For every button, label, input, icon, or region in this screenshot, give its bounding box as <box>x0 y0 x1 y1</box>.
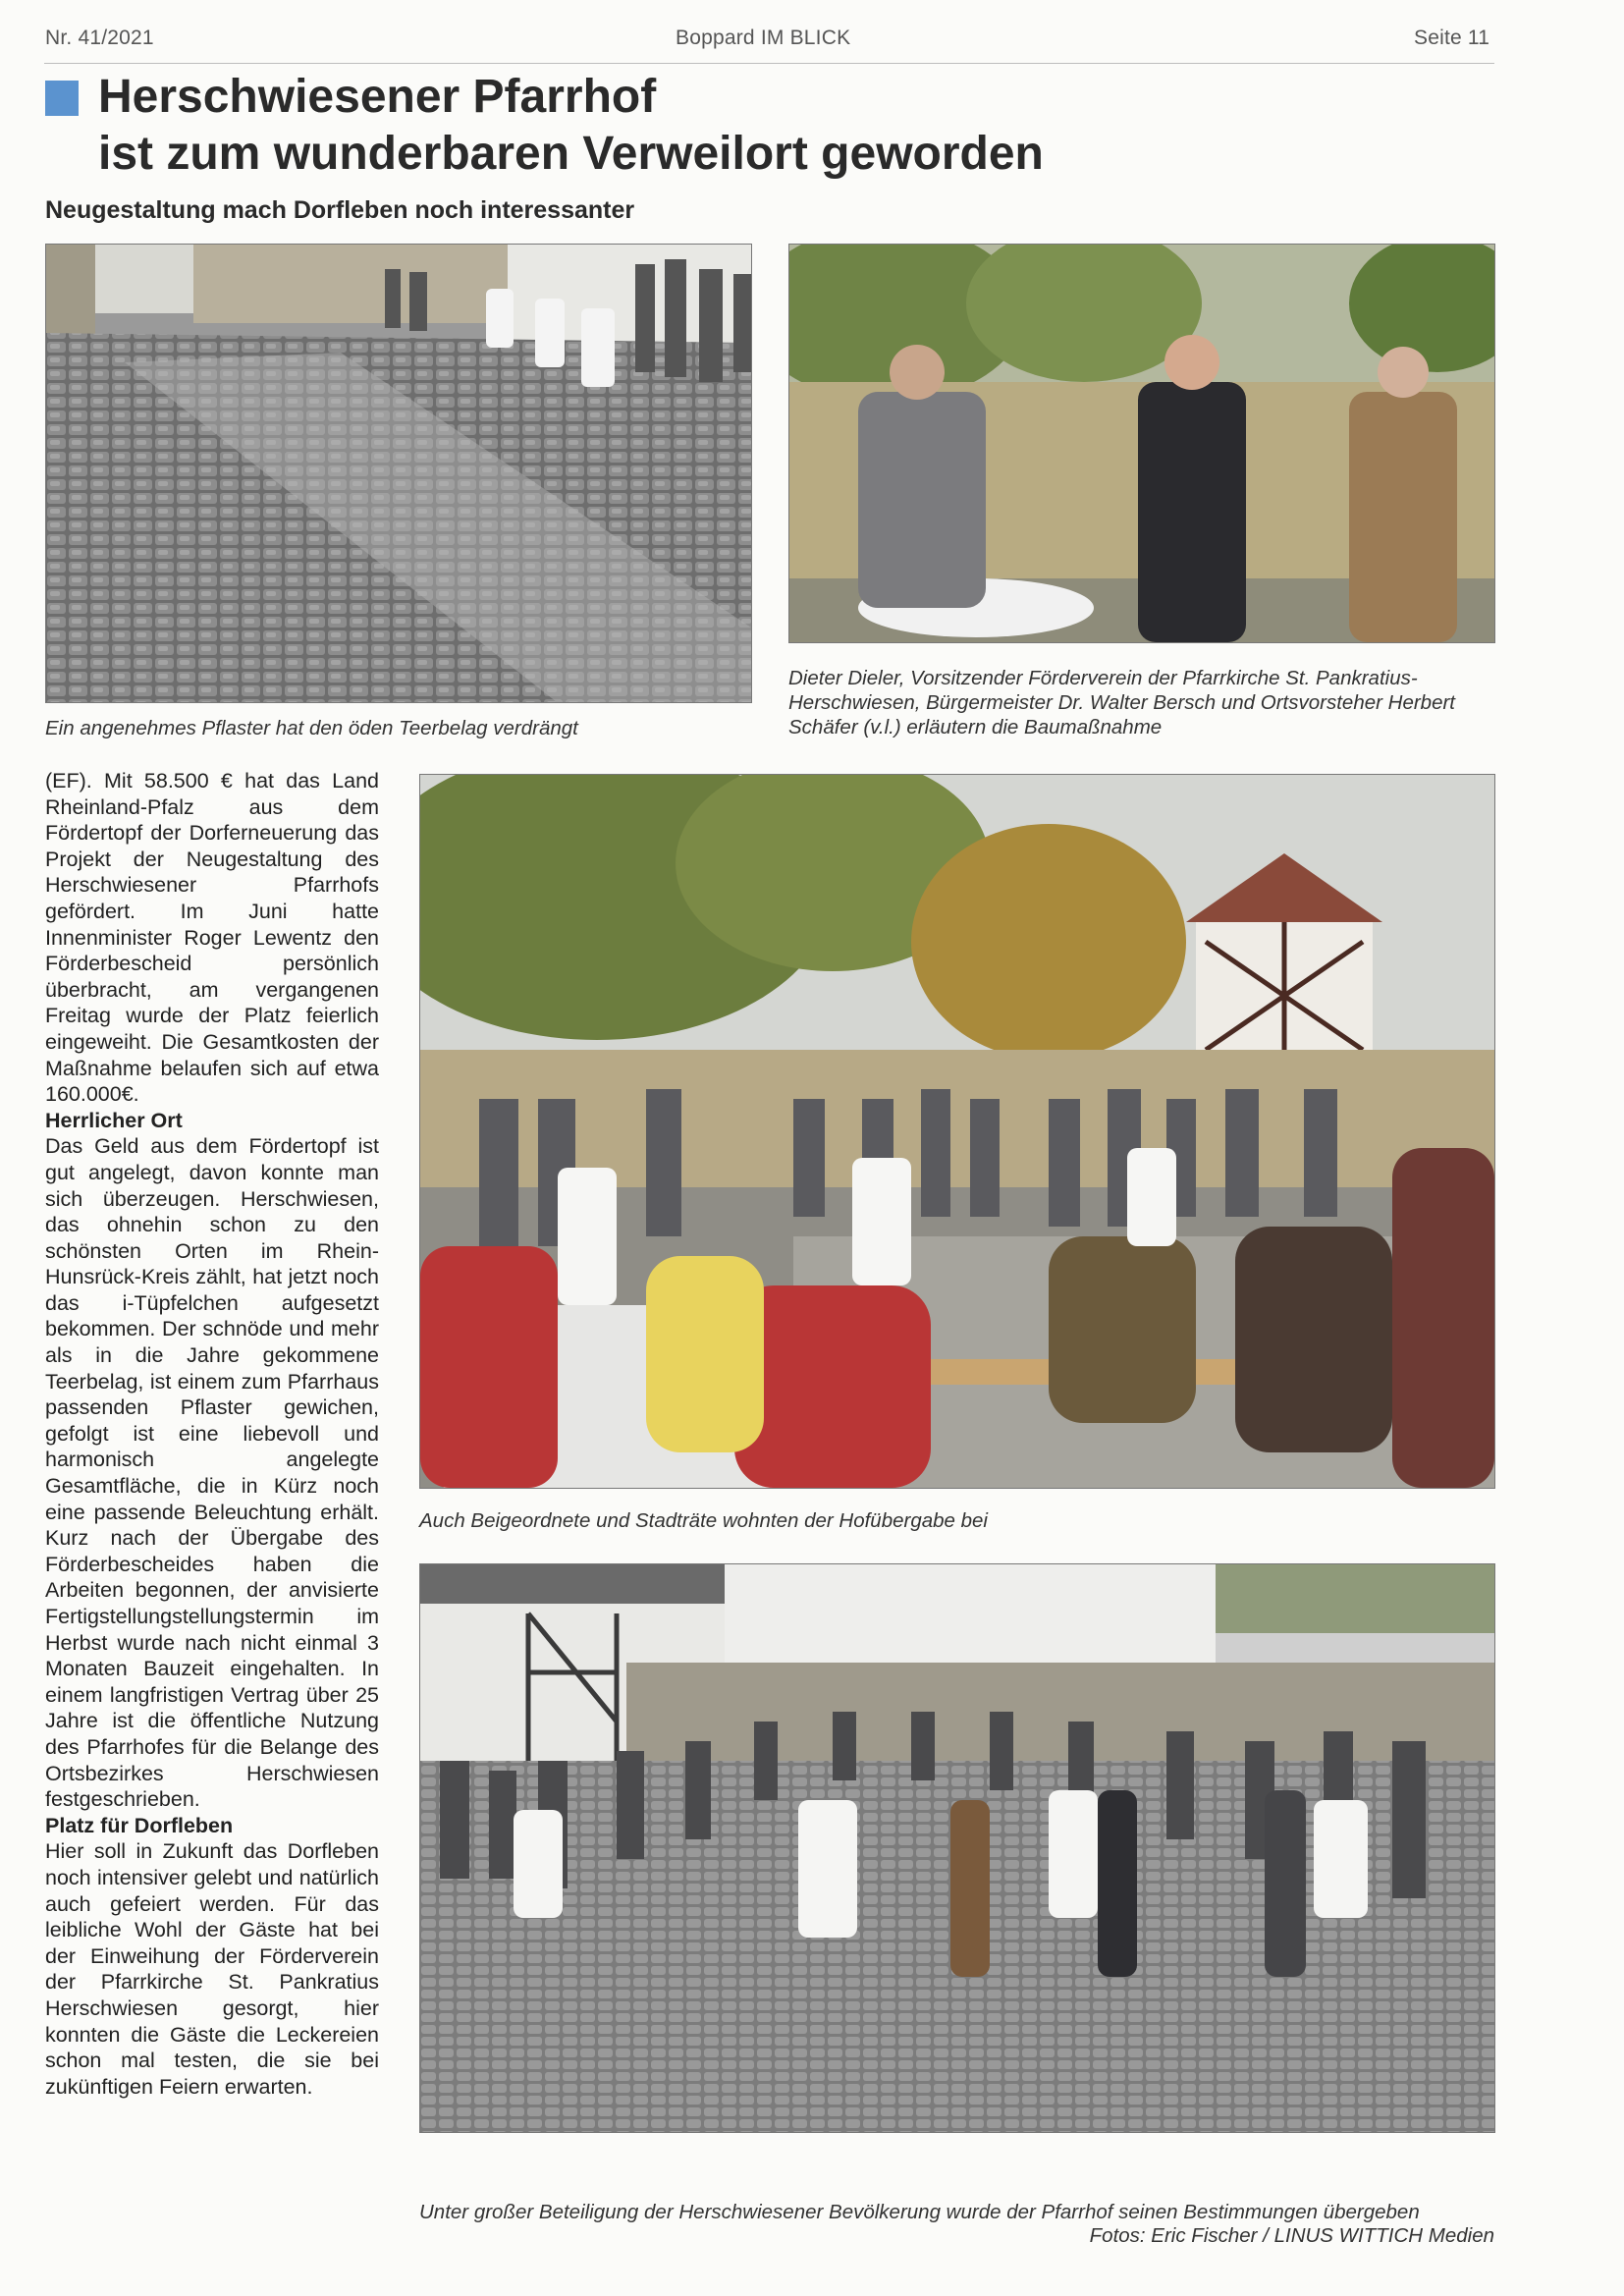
caption-courtyard-crowd: Unter großer Beteiligung der Herschwiesener Bevölkerung wurde der Pfarrhof seinen Bestimmungen übergeben <box>419 2201 1420 2223</box>
caption-guests-at-tables: Auch Beigeordnete und Stadträte wohnten der Hofübergabe bei <box>419 1509 988 1532</box>
article-paragraph-1: Das Geld aus dem Fördertopf ist gut angelegt, davon konnte man sich überzeugen. Herschwiesen, das ohnehin schon zu den schönsten Orten im Rhein-Hunsrück-Kreis zählt, hat jetzt noch das i-Tüpfelchen aufgesetzt bekommen. Der schnöde und mehr als in die Jahre gekommene Teerbelag, ist einem zum Pfarrhaus passenden Pflaster gewichen, gefolgt ist eine liebevoll und harmonisch angelegte Gesamtfläche, die in Kürz noch eine passende Beleuchtung erhält. Kurz nach der Übergabe des Förderbescheides haben die Arbeiten begonnen, der anvisierte Fertigstellungstellungstermin im Herbst wurde nach nicht einmal 3 Monaten Bauzeit eingehalten. In einem langfristigen Vertrag über 25 Jahre ist die öffentliche Nutzung des Pfarrhofes für die Belange des Ortsbezirkes Herschwiesen festgeschrieben. <box>45 1134 379 1812</box>
publication-name: Boppard IM BLICK <box>676 27 851 49</box>
article-body <box>45 768 379 2100</box>
subhead-platz-fuer-dorfleben: Platz für Dorfleben <box>45 1813 234 1837</box>
caption-three-speakers: Dieter Dieler, Vorsitzender Förderverein der Pfarrkirche St. Pankratius-Herschwiesen, Bürgermeister Dr. Walter Bersch und Ortsvorsteher Herbert Schäfer (v.l.) erläutern die Baumaßnahme <box>788 667 1456 738</box>
article-paragraph-2: Hier soll in Zukunft das Dorfleben noch intensiver gelebt und natürlich auch gefeiert werden. Für das leibliche Wohl der Gäste hat bei der Einweihung der Förderverein der Pfarrkirche St. Pankratius Herschwiesen gesorgt, hier konnten die Gäste die Leckereien schon mal testen, die sie bei zukünftigen Feiern erwarten. <box>45 1839 379 2099</box>
issue-number: Nr. 41/2021 <box>45 27 154 49</box>
article-intro: (EF). Mit 58.500 € hat das Land Rheinland-Pfalz aus dem Fördertopf der Dorferneuerung das Projekt der Neugestaltung des Herschwiesener Pfarrhofs gefördert. Im Juni hatte Innenminister Roger Lewentz den Förderbescheid persönlich überbracht, am vergangenen Freitag wurde der Platz feierlich eingeweiht. Die Gesamtkosten der Maßnahme belaufen sich auf etwa 160.000€. <box>45 769 379 1107</box>
headline-line-1: Herschwiesener Pfarrhof <box>98 71 657 123</box>
photo-courtyard-crowd <box>419 1563 1495 2133</box>
header-rule <box>44 63 1494 64</box>
headline-line-2: ist zum wunderbaren Verweilort geworden <box>98 128 1044 180</box>
page-number: Seite 11 <box>1414 27 1490 49</box>
photo-credit: Fotos: Eric Fischer / LINUS WITTICH Medien <box>1089 2224 1494 2247</box>
subheadline: Neugestaltung mach Dorfleben noch interessanter <box>45 196 635 224</box>
headline <box>98 69 1375 183</box>
headline-marker <box>45 81 79 116</box>
caption-cobblestone: Ein angenehmes Pflaster hat den öden Teerbelag verdrängt <box>45 717 578 739</box>
photo-cobblestone-courtyard <box>45 244 752 703</box>
subhead-herrlicher-ort: Herrlicher Ort <box>45 1108 183 1132</box>
photo-guests-at-tables <box>419 774 1495 1489</box>
photo-three-speakers <box>788 244 1495 643</box>
